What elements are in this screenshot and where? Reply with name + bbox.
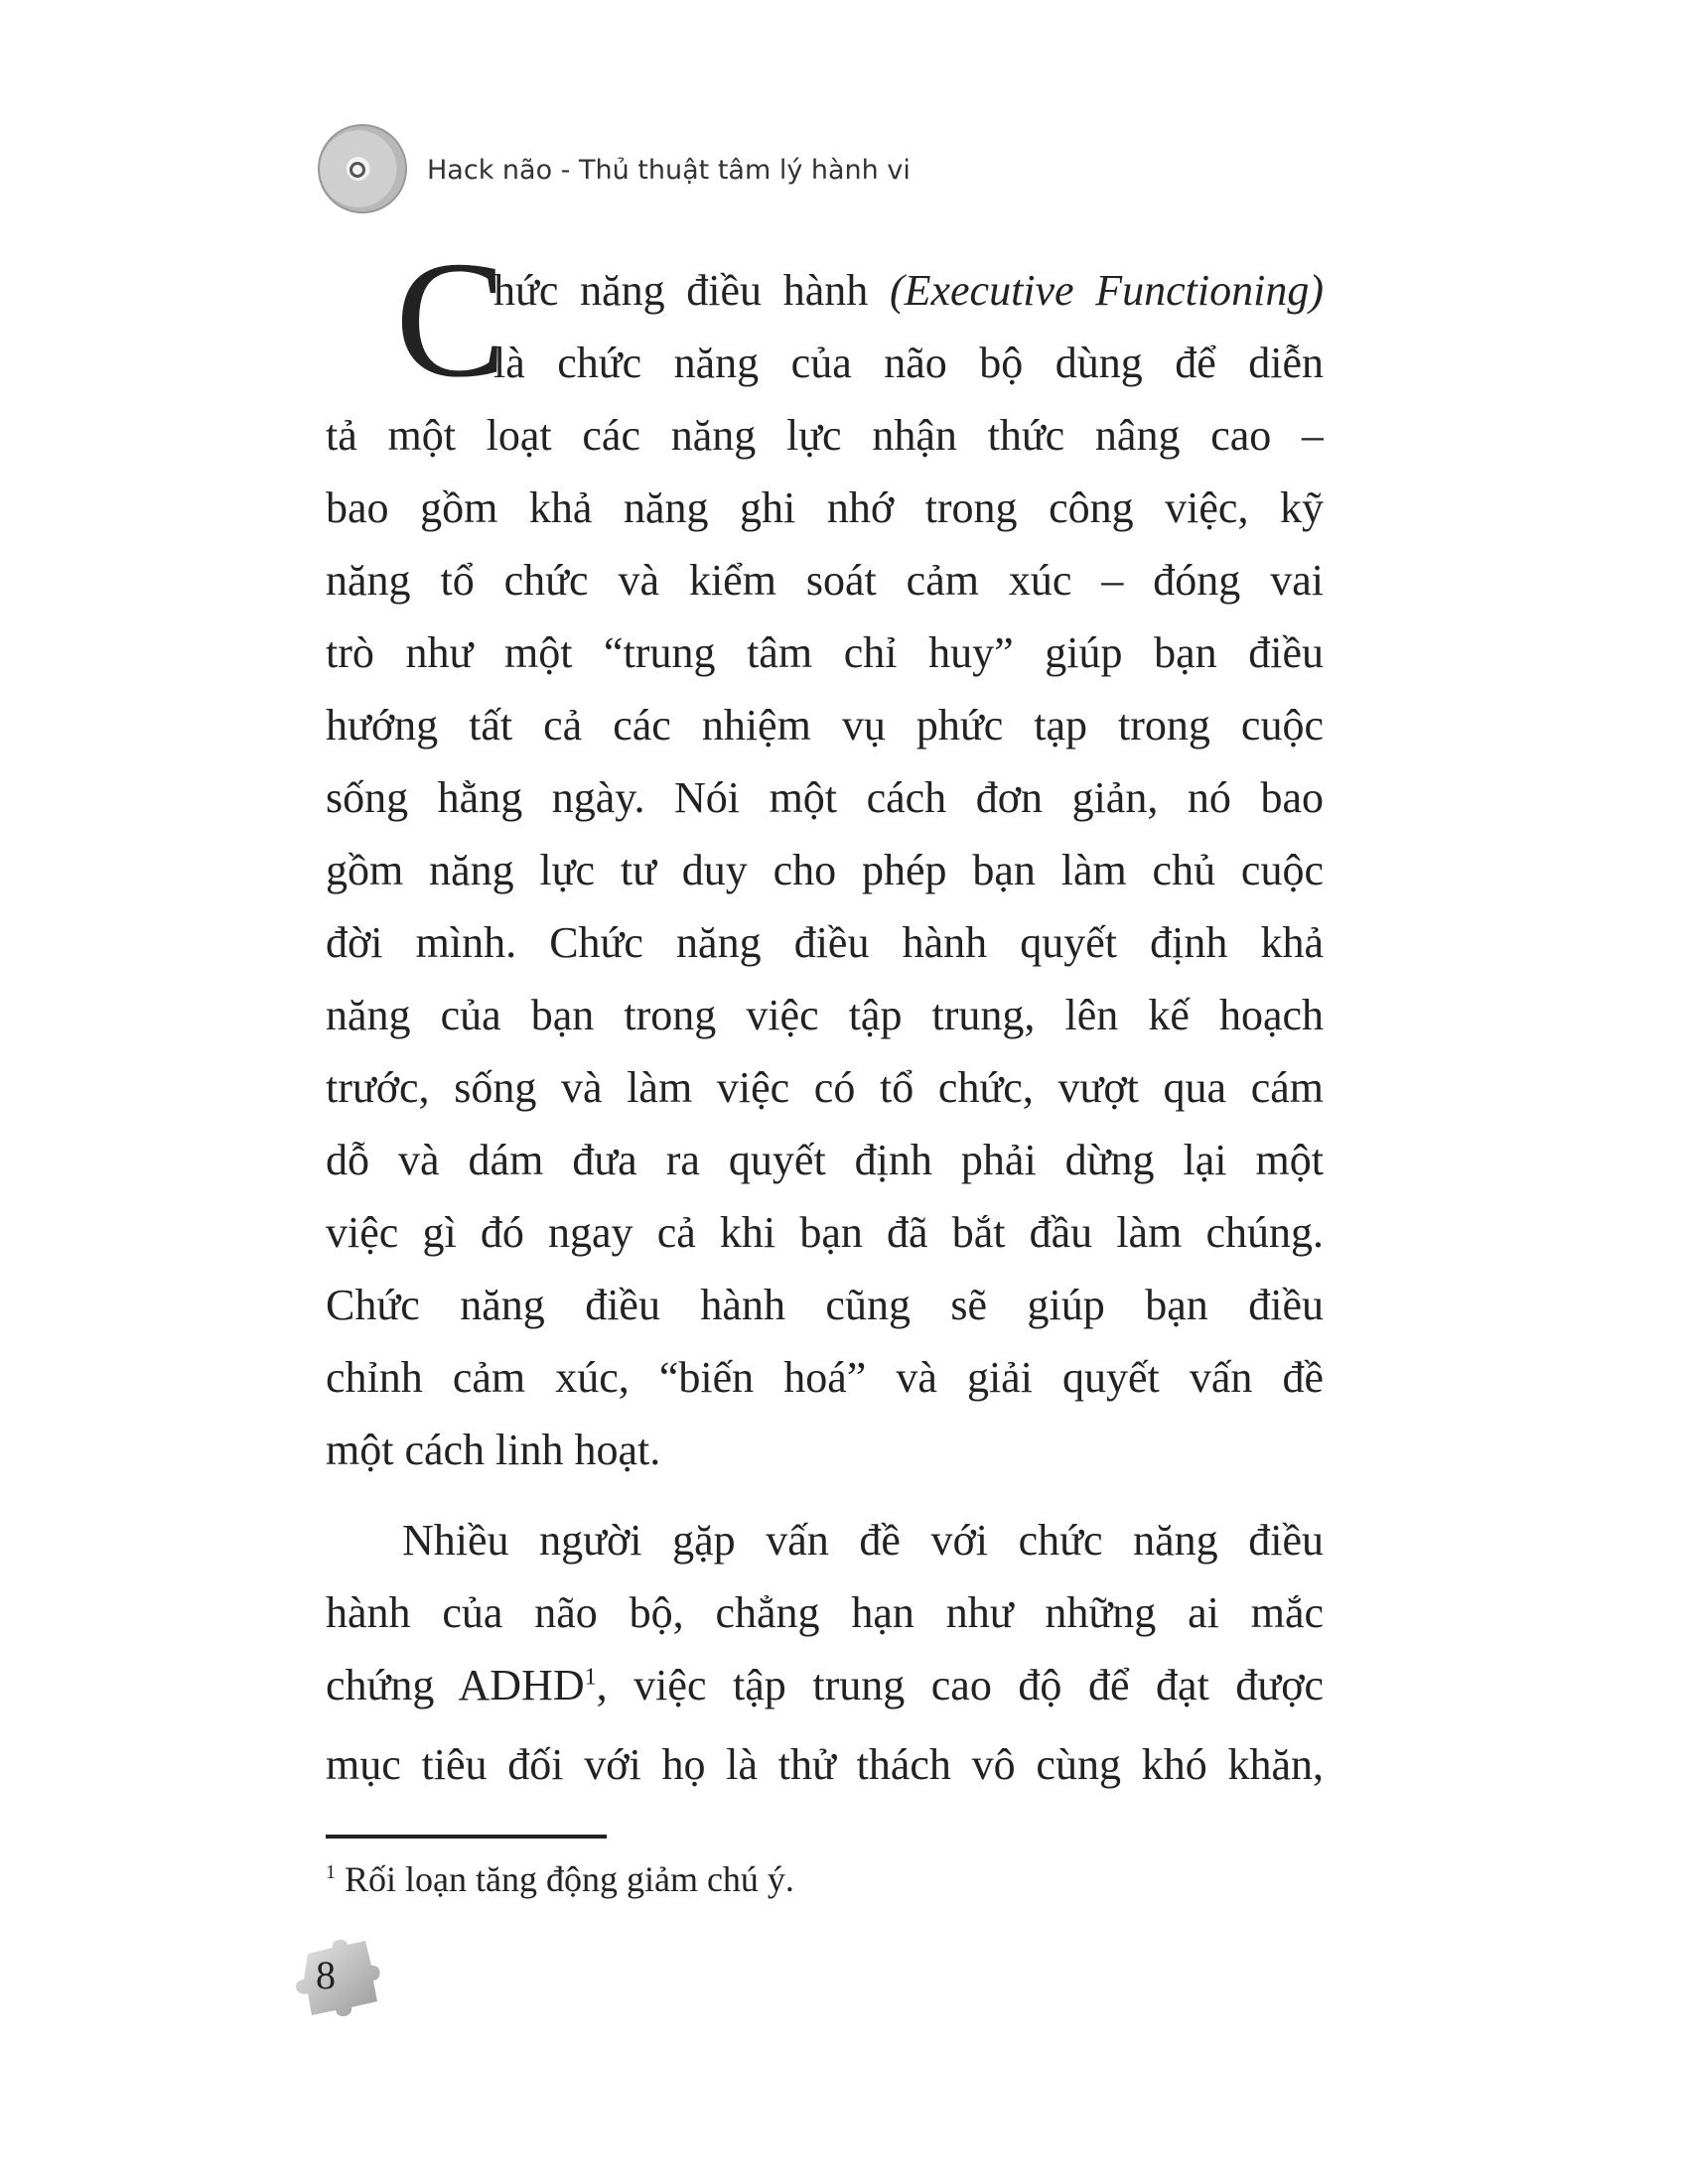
text-line: trước, sống và làm việc có tổ chức, vượt qua cám	[326, 1063, 1324, 1112]
text-line: Nhiều người gặp vấn đề với chức năng điều	[402, 1516, 1324, 1565]
gear-eye-icon	[350, 162, 365, 178]
text-span: hức năng điều hành	[493, 266, 890, 315]
text-line: chỉnh cảm xúc, “biến hoá” và giải quyết vấn đề	[326, 1353, 1324, 1402]
text-line: tả một loạt các năng lực nhận thức nâng cao –	[326, 411, 1324, 460]
text-line: hướng tất cả các nhiệm vụ phức tạp trong cuộc	[326, 701, 1324, 750]
footnote-ref[interactable]: 1	[584, 1664, 597, 1691]
text-line: hành của não bộ, chẳng hạn như những ai mắc	[326, 1588, 1324, 1637]
text-line: sống hằng ngày. Nói một cách đơn giản, nó bao	[326, 773, 1324, 822]
text-span: , việc tập trung cao độ để đạt được	[596, 1661, 1324, 1709]
footnote-text: Rối loạn tăng động giảm chú ý.	[336, 1859, 794, 1899]
text-line: năng tổ chức và kiểm soát cảm xúc – đóng vai	[326, 556, 1324, 605]
text-line: việc gì đó ngay cả khi bạn đã bắt đầu làm chúng.	[326, 1208, 1324, 1257]
text-line	[326, 1649, 1324, 1721]
footnote-marker: 1	[326, 1861, 336, 1883]
text-line: đời mình. Chức năng điều hành quyết định khả	[326, 918, 1324, 967]
text-line: gồm năng lực tư duy cho phép bạn làm chủ cuộc	[326, 846, 1324, 894]
running-header-title: Hack não - Thủ thuật tâm lý hành vi	[427, 155, 911, 186]
text-line: trò như một “trung tâm chỉ huy” giúp bạn điều	[326, 628, 1324, 677]
text-line: bao gồm khả năng ghi nhớ trong công việc, kỹ	[326, 483, 1324, 532]
footnote-divider	[326, 1835, 607, 1839]
footnote	[326, 1856, 794, 1902]
text-line: Chức năng điều hành cũng sẽ giúp bạn điều	[326, 1281, 1324, 1329]
text-line: là chức năng của não bộ dùng để diễn	[493, 339, 1324, 387]
italic-term: (Executive Functioning)	[889, 266, 1324, 315]
text-line: năng của bạn trong việc tập trung, lên kế hoạch	[326, 991, 1324, 1039]
page-number: 8	[316, 1953, 336, 1997]
text-span: chứng ADHD	[326, 1661, 585, 1709]
drop-cap: C	[395, 227, 507, 412]
text-line: một cách linh hoạt.	[326, 1426, 661, 1474]
text-line	[493, 254, 1324, 327]
text-line: mục tiêu đối với họ là thử thách vô cùng khó khăn,	[326, 1740, 1324, 1789]
text-line: dỗ và dám đưa ra quyết định phải dừng lại một	[326, 1136, 1324, 1184]
head-brain-logo-icon	[318, 124, 407, 213]
